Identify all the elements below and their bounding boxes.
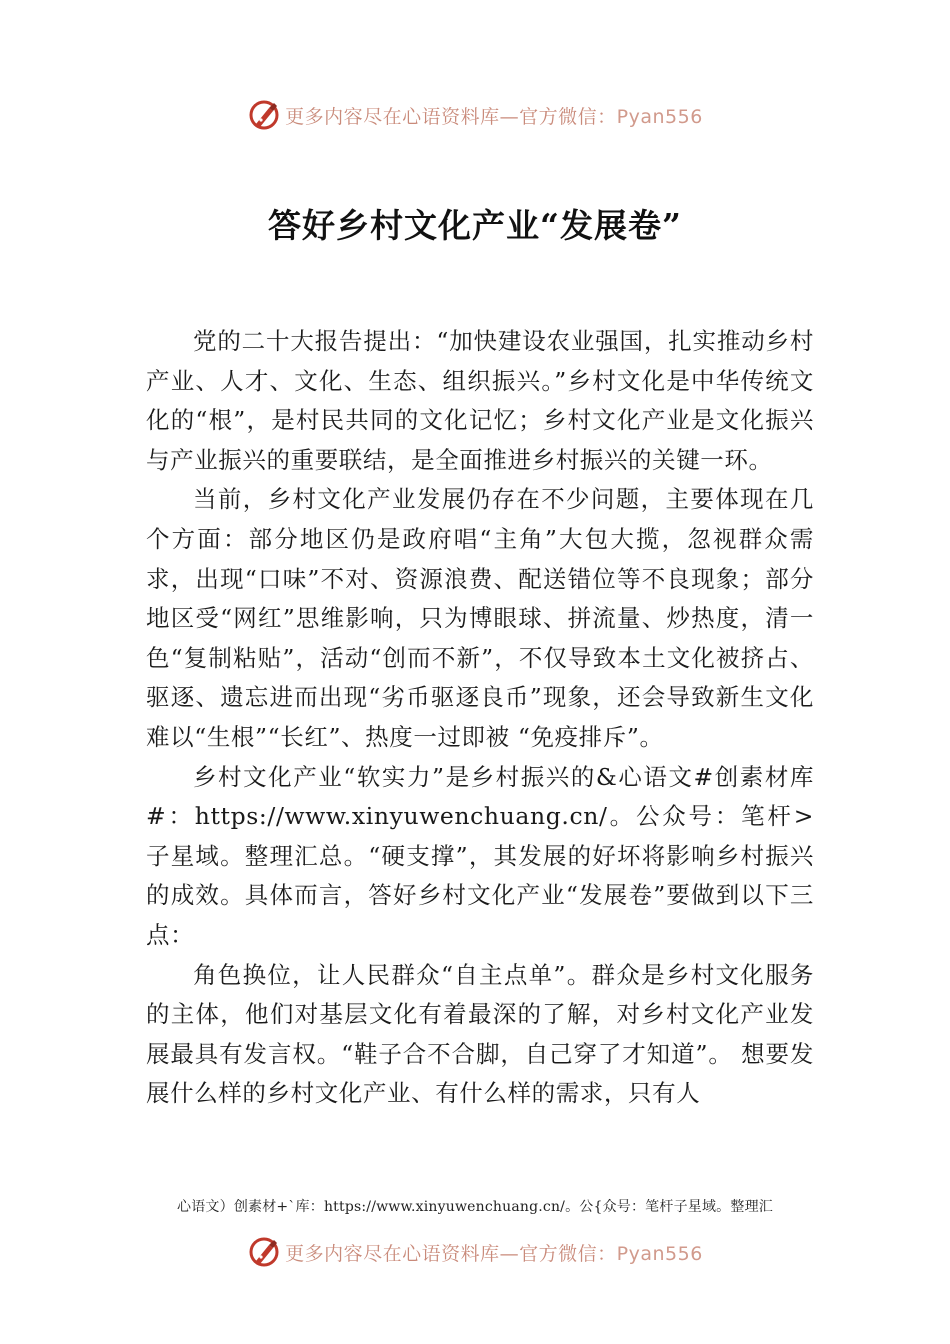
document-title: 答好乡村文化产业“发展卷”: [268, 206, 682, 245]
footer-banner-label: 更多内容尽在心语资料库—官方微信：: [285, 1242, 617, 1265]
paragraph: 乡村文化产业“软实力”是乡村振兴的&心语文#创素材库#：https://www.xinyuwenchuang.cn/。公众号：笔杆>子星域。整理汇总。“硬支撑”，其发展的好坏将影响乡村振兴的成效。具体而言，答好乡村文化产业“发展卷”要做到以下三点：: [146, 762, 814, 949]
pen-nib-logo-icon: [247, 98, 281, 132]
paragraph: 党的二十大报告提出：“加快建设农业强国，扎实推动乡村产业、人才、文化、生态、组织振兴。”乡村文化是中华传统文化的“根”，是村民共同的文化记忆；乡村文化产业是文化振兴与产业振兴的重要联结，是全面推进乡村振兴的关键一环。: [146, 327, 814, 474]
footer-banner-text: [285, 1239, 703, 1266]
paragraph: 当前，乡村文化产业发展仍存在不少问题，主要体现在几个方面：部分地区仍是政府唱“主角”大包大揽，忽视群众需求，出现“口味”不对、资源浪费、配送错位等不良现象；部分地区受“网红”思维影响，只为博眼球、拼流量、炒热度，清一色“复制粘贴”，活动“创而不新”，不仅导致本土文化被挤占、驱逐、遗忘进而出现“劣币驱逐良币”现象，还会导致新生文化难以“生根”“长红”、热度一过即被 “免疫排斥”。: [146, 485, 814, 751]
header-banner-text: [285, 102, 703, 129]
pen-nib-logo-icon: [247, 1235, 281, 1269]
header-wechat-id: Pyan556: [616, 105, 703, 128]
footer-banner: [0, 1232, 950, 1272]
header-banner: [0, 95, 950, 135]
paragraph: 角色换位，让人民群众“自主点单”。群众是乡村文化服务的主体，他们对基层文化有着最深的了解，对乡村文化产业发展最具有发言权。“鞋子合不合脚，自己穿了才知道”。 想要发展什么样的乡村文化产业、有什么样的需求，只有人: [146, 960, 814, 1108]
footer-watermark-line: 心语文）创素材+`库：https://www.xinyuwenchuang.cn/。公{众号：笔杆子星域。整理汇: [177, 1199, 773, 1215]
header-banner-label: 更多内容尽在心语资料库—官方微信：: [285, 105, 617, 128]
document-body: [146, 322, 814, 1114]
footer-wechat-id: Pyan556: [616, 1242, 703, 1265]
